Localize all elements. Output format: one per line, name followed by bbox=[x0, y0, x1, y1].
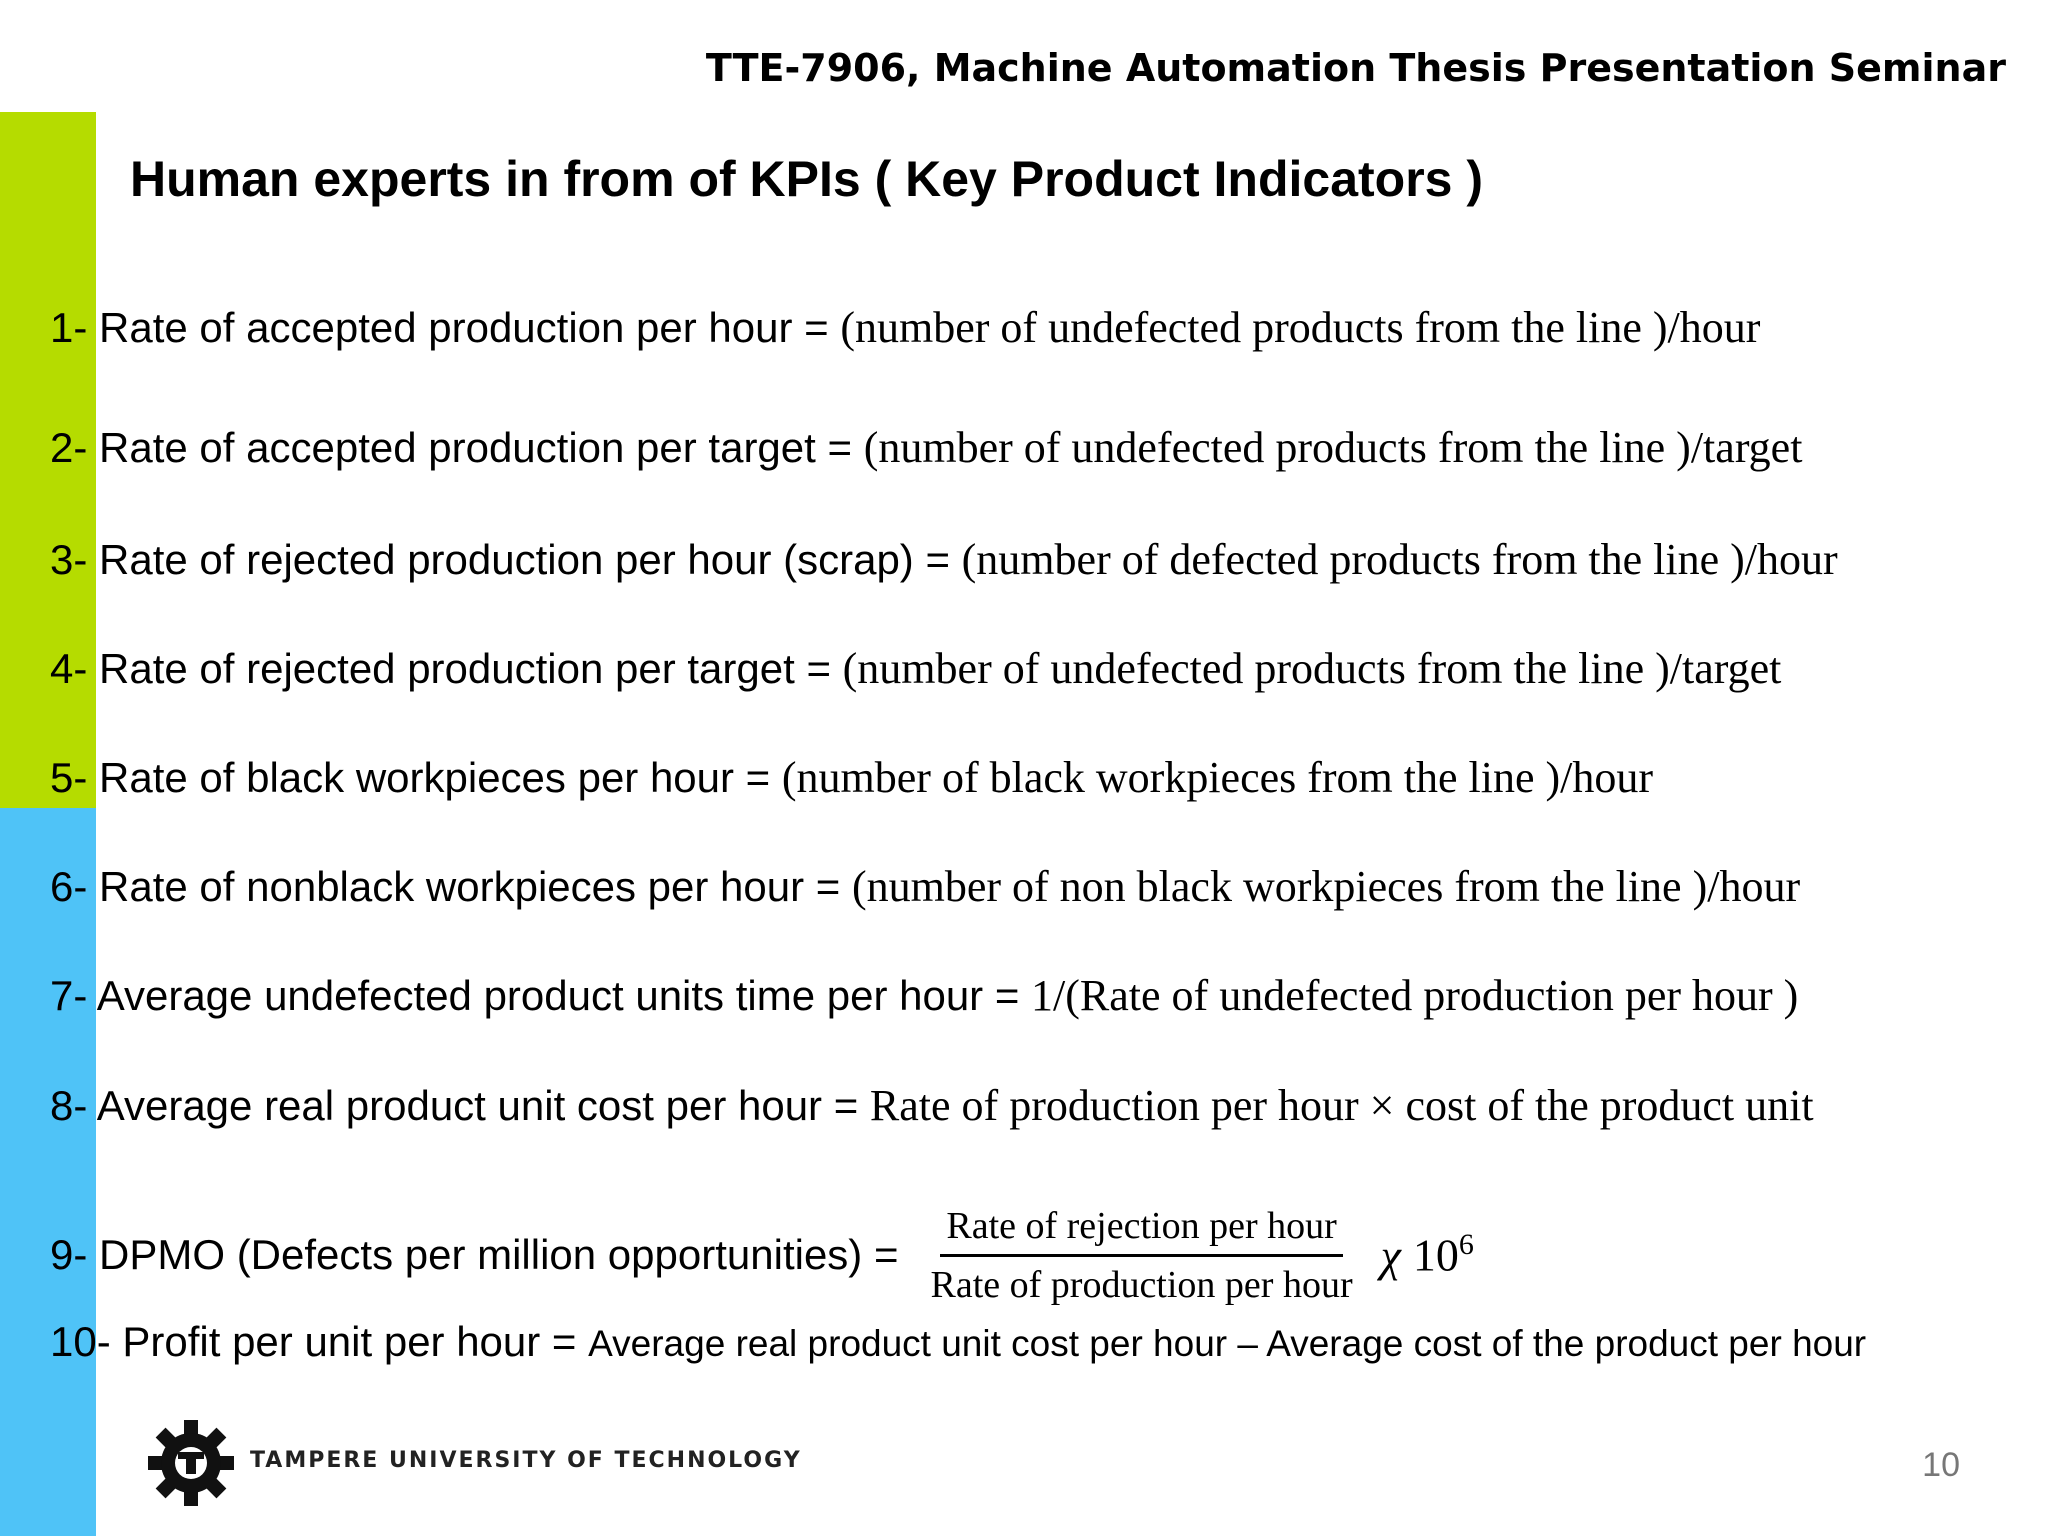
kpi-formula: (number of undefected products from the line )/target bbox=[842, 644, 1782, 693]
fraction-denominator: Rate of production per hour bbox=[930, 1263, 1353, 1306]
kpi-number: 2- bbox=[50, 424, 88, 471]
course-header: TTE-7906, Machine Automation Thesis Presentation Seminar bbox=[705, 46, 2006, 90]
kpi-number: 6- bbox=[50, 863, 88, 910]
kpi-formula: Rate of production per hour × cost of the product unit bbox=[869, 1081, 1814, 1130]
kpi-label: Rate of accepted production per target = bbox=[99, 424, 864, 471]
kpi-label: Rate of rejected production per target = bbox=[99, 645, 843, 692]
kpi-formula: (number of undefected products from the line )/target bbox=[863, 423, 1803, 472]
kpi-number: 1- bbox=[50, 304, 88, 351]
dpmo-fraction bbox=[925, 1204, 1359, 1307]
kpi-label: Rate of accepted production per hour = bbox=[99, 304, 841, 351]
kpi-number: 8- bbox=[50, 1082, 88, 1129]
kpi-number: 9- bbox=[50, 1231, 88, 1278]
kpi-formula: (number of defected products from the line )/hour bbox=[961, 535, 1838, 584]
kpi-formula: 1/(Rate of undefected production per hour ) bbox=[1031, 971, 1799, 1020]
kpi-label: Rate of nonblack workpieces per hour = bbox=[99, 863, 852, 910]
kpi-label: Rate of rejected production per hour (scrap) = bbox=[99, 536, 962, 583]
power-exponent: 6 bbox=[1458, 1228, 1474, 1262]
kpi-formula: (number of undefected products from the line )/hour bbox=[840, 303, 1761, 352]
kpi-formula: Average real product unit cost per hour – Average cost of the product per hour bbox=[588, 1323, 1867, 1364]
kpi-item-8 bbox=[50, 1080, 1814, 1131]
fraction-numerator: Rate of rejection per hour bbox=[940, 1204, 1342, 1257]
blue-accent-bar bbox=[0, 808, 96, 1536]
kpi-item-10 bbox=[50, 1318, 1866, 1366]
kpi-formula: (number of non black workpieces from the line )/hour bbox=[851, 862, 1801, 911]
kpi-number: 7- bbox=[50, 972, 88, 1019]
power-base: 10 bbox=[1412, 1229, 1459, 1281]
kpi-number: 10- bbox=[50, 1318, 111, 1365]
kpi-label: Average real product unit cost per hour = bbox=[96, 1082, 870, 1129]
kpi-number: 3- bbox=[50, 536, 88, 583]
kpi-item-2 bbox=[50, 422, 1802, 473]
kpi-number: 5- bbox=[50, 754, 88, 801]
kpi-formula: (number of black workpieces from the line )/hour bbox=[781, 753, 1654, 802]
kpi-item-4 bbox=[50, 643, 1781, 694]
multiplier-symbol: χ bbox=[1380, 1229, 1401, 1281]
university-gear-logo-icon bbox=[146, 1418, 236, 1508]
kpi-number: 4- bbox=[50, 645, 88, 692]
university-name: TAMPERE UNIVERSITY OF TECHNOLOGY bbox=[250, 1448, 802, 1473]
kpi-item-3 bbox=[50, 534, 1838, 585]
slide-title: Human experts in from of KPIs ( Key Product Indicators ) bbox=[130, 151, 1484, 207]
kpi-label: DPMO (Defects per million opportunities) = bbox=[99, 1231, 899, 1278]
kpi-label: Profit per unit per hour = bbox=[122, 1318, 589, 1365]
kpi-item-6 bbox=[50, 861, 1800, 912]
kpi-item-9 bbox=[50, 1200, 1474, 1310]
page-number: 10 bbox=[1922, 1446, 1960, 1484]
power-of-ten bbox=[1413, 1228, 1474, 1281]
kpi-item-7 bbox=[50, 970, 1798, 1021]
kpi-label: Rate of black workpieces per hour = bbox=[99, 754, 782, 801]
kpi-item-1 bbox=[50, 302, 1760, 353]
kpi-item-5 bbox=[50, 752, 1653, 803]
kpi-label: Average undefected product units time per hour = bbox=[96, 972, 1032, 1019]
